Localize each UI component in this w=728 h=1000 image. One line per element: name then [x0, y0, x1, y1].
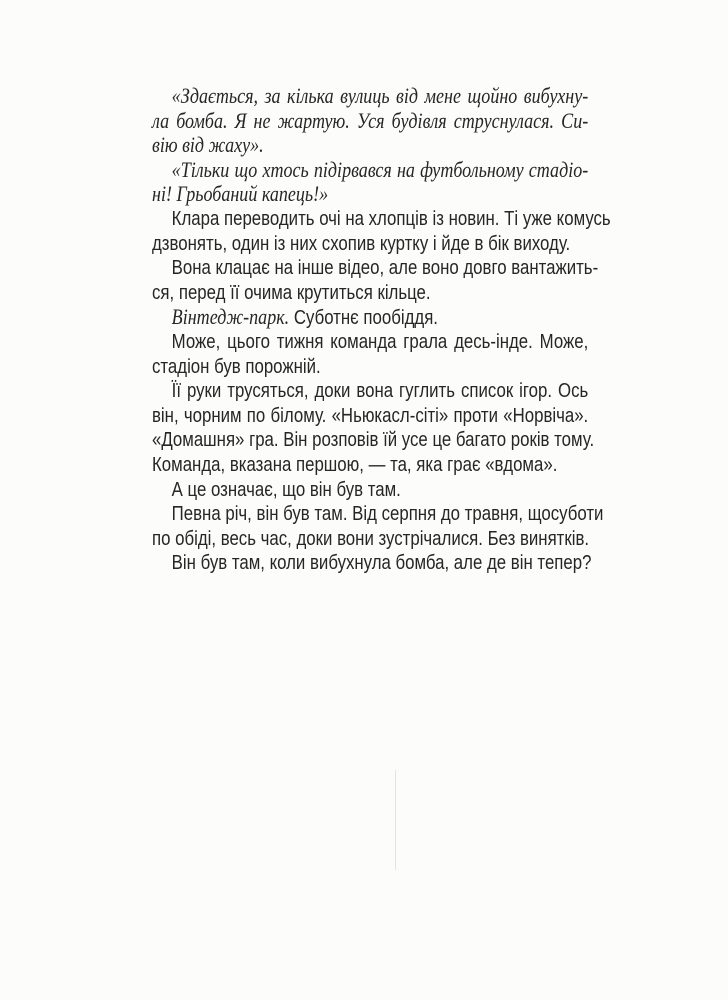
text-line: стадіон був порожній. — [152, 354, 321, 378]
text-line: він, чорним по білому. «Ньюкасл-сіті» проти «Норвіча». — [152, 403, 589, 427]
text-line — [152, 305, 588, 330]
text-line: Він був там, коли вибухнула бомба, але де він тепер? — [171, 551, 592, 575]
text-line: «Домашня» гра. Він розповів їй усе це багато років тому. — [152, 428, 595, 452]
text-line: дзвонять, один із них схопив куртку і йде в бік виходу. — [152, 231, 571, 255]
place-name: Вінтедж-парк. — [171, 304, 290, 330]
text-line: ся, перед її очима крутиться кільце. — [152, 280, 431, 304]
text-line: по обіді, весь час, доки вони зустрічалися. Без винятків. — [152, 526, 590, 550]
text-line: вію від жаху». — [152, 132, 264, 158]
text-line: «Здається, за кілька вулиць від мене щойно вибухну- — [171, 83, 589, 108]
book-page-text — [152, 83, 611, 576]
text-line: Певна річ, він був там. Від серпня до травня, щосуботи — [171, 502, 604, 526]
text-line: А це означає, що він був там. — [171, 477, 401, 501]
text-line: Команда, вказана першою, — та, яка грає «вдома». — [152, 452, 558, 476]
text-line: Вона клацає на інше відео, але воно довго вантажить- — [171, 256, 599, 280]
text-line: Клара переводить очі на хлопців із новин. Ті уже комусь — [171, 206, 611, 230]
scan-artifact — [395, 770, 396, 870]
text-line: ла бомба. Я не жартую. Уся будівля струснулася. Си- — [152, 107, 589, 133]
text-segment: Суботнє пообіддя. — [289, 306, 438, 330]
text-line: Може, цього тижня команда грала десь-інде. Може, — [171, 329, 589, 353]
text-line: ні! Грьобаний капець!» — [152, 181, 329, 207]
text-line: Її руки трусяться, доки вона гуглить список ігор. Ось — [171, 379, 589, 403]
text-line: «Тільки що хтось підірвався на футбольному стадіо- — [171, 156, 589, 182]
